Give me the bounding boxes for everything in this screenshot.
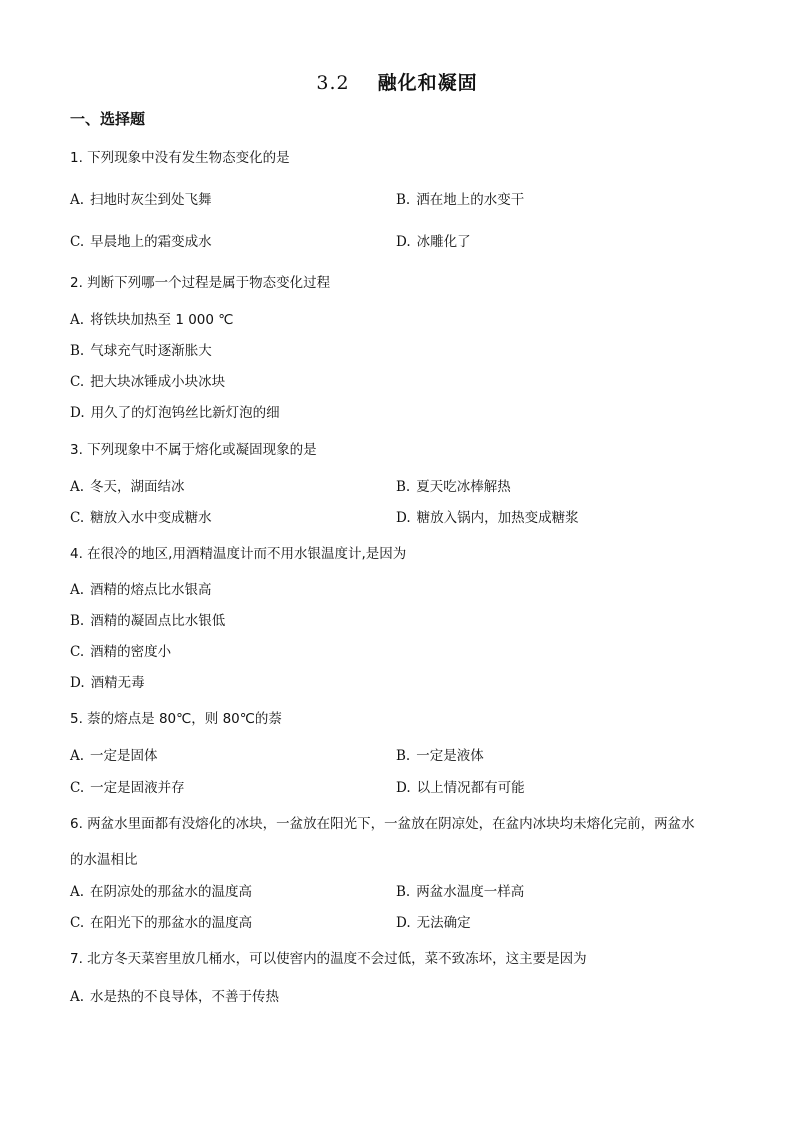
title-text: 融化和凝固: [377, 72, 478, 94]
option-text: 糖放入水中变成糖水: [90, 510, 212, 526]
question-7-stem: 7. 北方冬天菜窖里放几桶水，可以使窖内的温度不会过低，菜不致冻坏，这主要是因为: [70, 951, 587, 967]
option-label: B.: [396, 479, 411, 495]
option-label: C.: [70, 780, 85, 796]
question-2-option-c: [70, 370, 225, 390]
question-5-stem: 5. 萘的熔点是 80℃，则 80℃的萘: [70, 711, 282, 727]
option-text: 无法确定: [416, 915, 471, 931]
option-label: B.: [396, 192, 411, 208]
option-label: D.: [70, 675, 85, 691]
option-label: C.: [70, 510, 85, 526]
option-label: A.: [70, 748, 85, 764]
option-text: 冰雕化了: [416, 234, 471, 250]
question-4-option-a: [70, 578, 212, 598]
question-1-option-a: [70, 188, 212, 208]
option-label: D.: [70, 405, 85, 421]
option-text: 水是热的不良导体，不善于传热: [90, 989, 280, 1005]
option-text: 酒精无毒: [90, 675, 145, 691]
option-label: B.: [70, 343, 85, 359]
option-label: D.: [396, 234, 411, 250]
option-text: 以上情况都有可能: [416, 780, 525, 796]
option-text: 糖放入锅内，加热变成糖浆: [416, 510, 579, 526]
option-text: 扫地时灰尘到处飞舞: [90, 192, 212, 208]
option-label: C.: [70, 234, 85, 250]
option-label: A.: [70, 582, 85, 598]
question-2-option-d: [70, 401, 280, 421]
option-text: 洒在地上的水变干: [416, 192, 525, 208]
option-label: D.: [396, 915, 411, 931]
option-label: A.: [70, 312, 85, 328]
option-text: 在阳光下的那盆水的温度高: [90, 915, 253, 931]
option-text: 冬天，湖面结冰: [90, 479, 185, 495]
question-6-option-d: [396, 911, 471, 931]
option-label: C.: [70, 374, 85, 390]
option-label: C.: [70, 644, 85, 660]
page-title: [0, 68, 794, 95]
question-3-option-a: [70, 475, 185, 495]
option-label: B.: [396, 748, 411, 764]
option-text: 早晨地上的霜变成水: [90, 234, 212, 250]
option-label: D.: [396, 510, 411, 526]
option-text: 两盆水温度一样高: [416, 884, 525, 900]
question-2-option-b: [70, 339, 212, 359]
option-text: 用久了的灯泡钨丝比新灯泡的细: [90, 405, 280, 421]
question-6-option-c: [70, 911, 252, 931]
question-4-stem: 4. 在很冷的地区,用酒精温度计而不用水银温度计,是因为: [70, 546, 407, 562]
question-7-option-a: [70, 985, 279, 1005]
option-label: B.: [396, 884, 411, 900]
option-text: 一定是液体: [416, 748, 484, 764]
question-4-option-b: [70, 609, 225, 629]
option-text: 酒精的凝固点比水银低: [90, 613, 226, 629]
question-1-option-d: [396, 230, 471, 250]
option-text: 夏天吃冰棒解热: [416, 479, 511, 495]
option-text: 一定是固液并存: [90, 780, 185, 796]
question-4-option-c: [70, 640, 171, 660]
question-3-option-d: [396, 506, 579, 526]
option-label: A.: [70, 884, 85, 900]
option-label: D.: [396, 780, 411, 796]
question-5-option-d: [396, 776, 525, 796]
question-3-option-b: [396, 475, 511, 495]
option-text: 在阴凉处的那盆水的温度高: [90, 884, 253, 900]
question-1-option-b: [396, 188, 524, 208]
option-text: 气球充气时逐渐胀大: [90, 343, 212, 359]
option-label: B.: [70, 613, 85, 629]
question-6-option-a: [70, 880, 252, 900]
question-6-option-b: [396, 880, 524, 900]
question-6-stem-line-1: 6. 两盆水里面都有没熔化的冰块，一盆放在阳光下，一盆放在阴凉处，在盆内冰块均未熔化完前，两盆水: [70, 816, 695, 832]
option-text: 酒精的密度小: [90, 644, 172, 660]
question-1-stem: 1. 下列现象中没有发生物态变化的是: [70, 150, 290, 166]
title-number: 3.2: [316, 72, 350, 94]
option-label: A.: [70, 479, 85, 495]
option-text: 一定是固体: [90, 748, 158, 764]
option-label: C.: [70, 915, 85, 931]
question-3-option-c: [70, 506, 212, 526]
question-3-stem: 3. 下列现象中不属于熔化或凝固现象的是: [70, 442, 317, 458]
question-6-stem-line-2: 的水温相比: [70, 852, 138, 868]
question-5-option-a: [70, 744, 158, 764]
question-4-option-d: [70, 671, 145, 691]
option-text: 将铁块加热至 1 000 ℃: [90, 312, 234, 328]
option-label: A.: [70, 989, 85, 1005]
question-1-option-c: [70, 230, 212, 250]
question-5-option-b: [396, 744, 484, 764]
option-text: 把大块冰锤成小块冰块: [90, 374, 226, 390]
question-2-option-a: [70, 308, 233, 328]
section-heading: 一、选择题: [70, 110, 146, 128]
question-5-option-c: [70, 776, 185, 796]
option-text: 酒精的熔点比水银高: [90, 582, 212, 598]
question-2-stem: 2. 判断下列哪一个过程是属于物态变化过程: [70, 275, 331, 291]
option-label: A.: [70, 192, 85, 208]
